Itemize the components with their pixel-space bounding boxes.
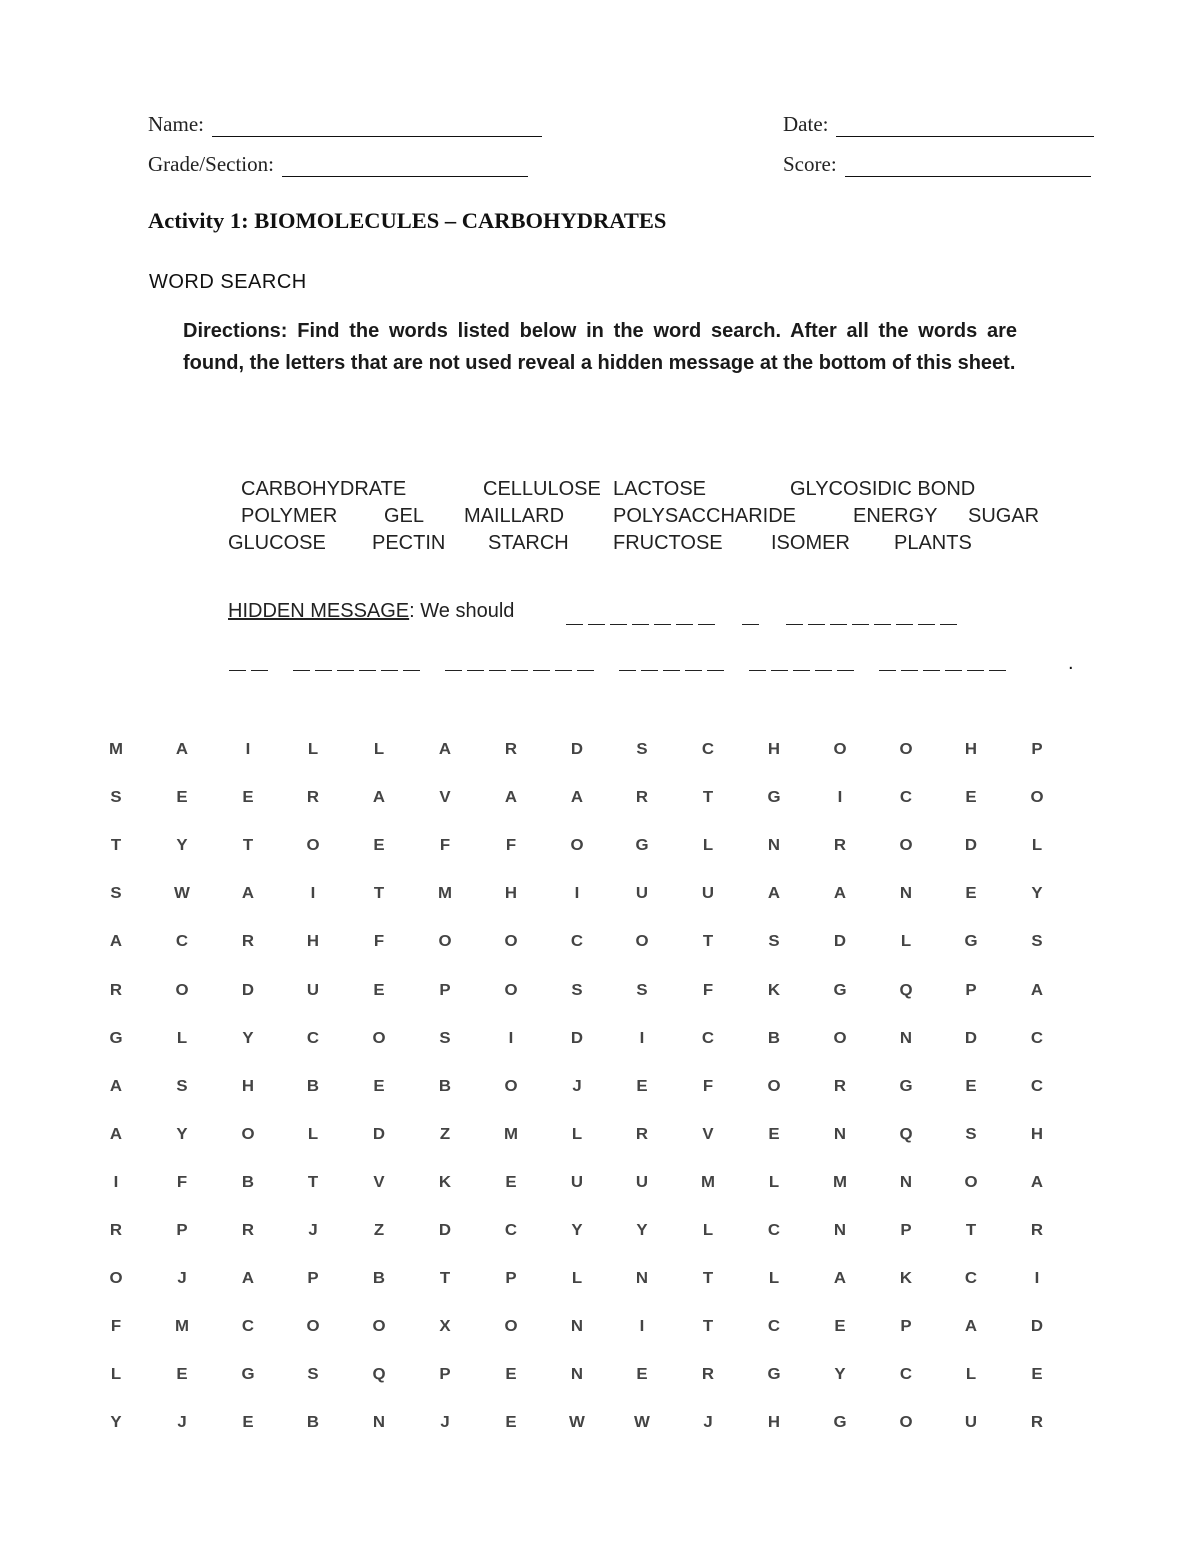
word-list-item: PLANTS <box>894 532 972 554</box>
grid-letter[interactable]: P <box>1031 741 1043 758</box>
grid-letter[interactable]: R <box>307 789 320 807</box>
grid-letter[interactable]: T <box>308 1173 319 1191</box>
grid-letter[interactable]: C <box>175 933 188 951</box>
grid-letter[interactable]: B <box>307 1414 320 1432</box>
grid-letter[interactable]: A <box>1031 1173 1044 1191</box>
word-list-item: CARBOHYDRATE <box>241 478 407 500</box>
word-list-item: POLYMER <box>241 505 338 527</box>
grid-letter[interactable]: J <box>571 1077 582 1095</box>
grid-letter[interactable]: E <box>505 1173 517 1191</box>
grid-letter[interactable]: Y <box>176 1125 188 1143</box>
grid-letter[interactable]: A <box>504 789 517 807</box>
grid-letter[interactable]: T <box>439 1270 451 1288</box>
grid-letter[interactable]: H <box>241 1077 254 1095</box>
grid-letter[interactable]: Z <box>374 1222 385 1239</box>
grid-letter[interactable]: O <box>899 1414 913 1432</box>
grid-letter[interactable]: G <box>964 933 978 951</box>
grid-letter[interactable]: A <box>175 741 188 758</box>
grid-letter[interactable]: W <box>173 885 190 903</box>
word-list-item: POLYSACCHARIDE <box>613 505 797 527</box>
grid-letter[interactable]: O <box>504 981 518 999</box>
grid-letter[interactable]: S <box>307 1366 319 1384</box>
grid-letter[interactable]: E <box>965 885 977 903</box>
grid-letter[interactable]: M <box>503 1125 518 1143</box>
grid-letter[interactable]: F <box>703 981 714 999</box>
grid-letter[interactable]: U <box>702 885 715 903</box>
grid-letter[interactable]: P <box>965 981 977 999</box>
grid-letter[interactable]: S <box>636 741 648 758</box>
grid-letter[interactable]: I <box>574 885 579 903</box>
hidden-message-label: HIDDEN MESSAGE <box>228 600 410 622</box>
grid-letter[interactable]: W <box>634 1414 651 1432</box>
word-list-item: SUGAR <box>968 505 1040 527</box>
grid-letter[interactable]: R <box>702 1366 715 1384</box>
grid-letter[interactable]: R <box>833 837 846 855</box>
grid-letter[interactable]: L <box>966 1366 977 1384</box>
date-label: Date: <box>783 112 829 136</box>
grid-letter[interactable]: L <box>176 1029 187 1047</box>
grid-letter[interactable]: G <box>899 1077 913 1095</box>
grid-letter[interactable]: S <box>110 789 122 807</box>
grid-letter[interactable]: C <box>570 933 583 951</box>
grid-letter[interactable]: R <box>1031 1222 1044 1239</box>
grid-letter[interactable]: O <box>504 1318 518 1336</box>
grid-letter[interactable]: O <box>767 1077 781 1095</box>
grid-letter[interactable]: D <box>373 1125 386 1143</box>
grid-letter[interactable]: S <box>176 1077 188 1095</box>
grid-letter[interactable]: N <box>373 1414 386 1432</box>
grid-letter[interactable]: O <box>899 837 913 855</box>
grid-letter[interactable]: S <box>1031 933 1043 951</box>
grid-letter[interactable]: U <box>965 1414 978 1432</box>
grid-letter[interactable]: J <box>177 1414 187 1432</box>
grid-letter[interactable]: A <box>833 885 846 903</box>
grid-letter[interactable]: Y <box>176 837 188 855</box>
grid-letter[interactable]: O <box>372 1029 386 1047</box>
grid-letter[interactable]: A <box>241 885 254 903</box>
grid-letter[interactable]: N <box>899 1173 912 1191</box>
grid-letter[interactable]: O <box>1030 789 1044 807</box>
grid-letter[interactable]: T <box>966 1222 977 1239</box>
grade-section-label: Grade/Section: <box>148 152 274 176</box>
grid-letter[interactable]: L <box>110 1366 122 1384</box>
grid-letter[interactable]: O <box>504 933 518 951</box>
grid-letter[interactable]: E <box>636 1077 648 1095</box>
grid-letter[interactable]: O <box>899 741 913 758</box>
grid-letter[interactable]: L <box>1032 837 1043 855</box>
grid-letter[interactable]: S <box>110 885 122 903</box>
grid-letter[interactable]: F <box>176 1173 187 1191</box>
grid-letter[interactable]: N <box>833 1222 846 1239</box>
grid-letter[interactable]: N <box>767 837 781 855</box>
grid-letter[interactable]: Y <box>834 1366 846 1384</box>
grid-letter[interactable]: C <box>504 1222 517 1239</box>
grid-letter[interactable]: E <box>241 789 254 807</box>
grid-letter[interactable]: R <box>241 1222 254 1239</box>
grid-letter[interactable]: I <box>311 885 316 903</box>
grid-letter[interactable]: F <box>505 837 516 855</box>
grid-letter[interactable]: I <box>640 1029 645 1047</box>
grid-letter[interactable]: D <box>438 1222 452 1239</box>
grid-letter[interactable]: N <box>636 1270 649 1288</box>
grid-letter[interactable]: L <box>768 1270 780 1288</box>
word-list-item: GLYCOSIDIC BOND <box>790 478 976 500</box>
word-list-item: FRUCTOSE <box>613 532 723 554</box>
grid-letter[interactable]: D <box>833 933 846 951</box>
grid-letter[interactable]: P <box>439 1366 451 1384</box>
directions-text: Directions: Find the words listed below in the word search. After all the words are found, the letters that are not used reveal a hidden message at the bottom of this sheet. <box>183 320 1017 374</box>
grid-letter[interactable]: C <box>767 1318 781 1336</box>
grid-letter[interactable]: B <box>373 1270 386 1288</box>
grid-letter[interactable]: L <box>900 933 911 951</box>
grid-letter[interactable]: C <box>241 1318 254 1336</box>
grid-letter[interactable]: T <box>703 789 714 807</box>
grid-letter[interactable]: S <box>439 1029 451 1047</box>
grid-letter[interactable]: W <box>568 1414 585 1432</box>
grid-letter[interactable]: A <box>438 741 452 758</box>
grid-letter[interactable]: E <box>505 1414 517 1432</box>
grid-letter[interactable]: N <box>899 1029 912 1047</box>
grid-letter[interactable]: A <box>109 1077 123 1095</box>
grid-letter[interactable]: C <box>1031 1077 1044 1095</box>
grid-letter[interactable]: H <box>767 741 781 758</box>
grid-letter[interactable]: R <box>833 1077 846 1095</box>
word-list-item: ISOMER <box>771 532 850 554</box>
grid-letter[interactable]: T <box>110 837 122 855</box>
grid-letter[interactable]: L <box>703 1222 714 1239</box>
grid-letter[interactable]: L <box>571 1125 582 1143</box>
grid-letter[interactable]: E <box>636 1366 648 1384</box>
grid-letter[interactable]: R <box>504 741 517 758</box>
grid-letter[interactable]: O <box>175 981 189 999</box>
grid-letter[interactable]: H <box>307 933 320 951</box>
grid-letter[interactable]: R <box>241 933 254 951</box>
grid-letter[interactable]: T <box>703 933 714 951</box>
word-list-item: PECTIN <box>372 532 446 554</box>
grid-letter[interactable]: C <box>1031 1029 1044 1047</box>
grid-letter[interactable]: O <box>306 837 320 855</box>
grid-letter[interactable]: M <box>832 1173 847 1191</box>
grid-letter[interactable]: Y <box>241 1029 254 1047</box>
grid-letter[interactable]: A <box>373 789 386 807</box>
grid-letter[interactable]: A <box>109 933 123 951</box>
grid-letter[interactable]: U <box>570 1173 583 1191</box>
grid-letter[interactable]: C <box>965 1270 978 1288</box>
grid-letter[interactable]: O <box>241 1125 255 1143</box>
grid-letter[interactable]: R <box>1031 1414 1044 1432</box>
grid-letter[interactable]: E <box>1031 1366 1043 1384</box>
grid-letter[interactable]: G <box>833 1414 847 1432</box>
grid-letter[interactable]: C <box>702 741 715 758</box>
grid-letter[interactable]: V <box>702 1125 714 1143</box>
grid-letter[interactable]: D <box>965 837 978 855</box>
grid-letter[interactable]: E <box>505 1366 517 1384</box>
grid-letter[interactable]: P <box>307 1270 319 1288</box>
grid-letter[interactable]: A <box>570 789 583 807</box>
grid-letter[interactable]: Z <box>439 1125 451 1143</box>
grid-letter[interactable]: J <box>308 1222 319 1239</box>
grid-letter[interactable]: O <box>833 1029 847 1047</box>
name-label: Name: <box>148 112 204 136</box>
grid-letter[interactable]: U <box>636 885 649 903</box>
grid-letter[interactable]: R <box>109 981 123 999</box>
grid-letter[interactable]: N <box>899 885 912 903</box>
grid-letter[interactable]: Q <box>899 1125 913 1143</box>
grid-letter[interactable]: A <box>833 1270 846 1288</box>
grid-letter[interactable]: M <box>174 1318 189 1336</box>
grid-letter[interactable]: M <box>108 741 123 758</box>
grid-letter[interactable]: L <box>374 741 385 758</box>
grid-letter[interactable]: I <box>1034 1270 1040 1288</box>
grid-letter[interactable]: K <box>767 981 781 999</box>
grid-letter[interactable]: E <box>176 1366 188 1384</box>
grid-letter[interactable]: S <box>570 981 583 999</box>
grid-letter[interactable]: E <box>834 1318 846 1336</box>
grid-letter[interactable]: O <box>504 1077 518 1095</box>
word-list-item: LACTOSE <box>613 478 706 500</box>
grid-letter[interactable]: V <box>373 1173 385 1191</box>
grid-letter[interactable]: E <box>241 1414 254 1432</box>
grid-letter[interactable]: O <box>306 1318 320 1336</box>
word-list-item: STARCH <box>488 532 569 554</box>
grid-letter[interactable]: A <box>241 1270 254 1288</box>
grid-letter[interactable]: G <box>109 1029 123 1047</box>
grid-letter[interactable]: C <box>899 789 912 807</box>
grid-letter[interactable]: I <box>640 1318 645 1336</box>
grid-letter[interactable]: U <box>636 1173 649 1191</box>
grid-letter[interactable]: G <box>767 789 781 807</box>
grid-letter[interactable]: P <box>505 1270 517 1288</box>
grid-letter[interactable]: A <box>1031 981 1044 999</box>
grid-letter[interactable]: K <box>438 1173 452 1191</box>
score-label: Score: <box>783 152 837 176</box>
grid-letter[interactable]: N <box>570 1318 583 1336</box>
grid-letter[interactable]: Y <box>1031 885 1043 903</box>
grid-letter[interactable]: N <box>833 1125 846 1143</box>
grid-letter[interactable]: N <box>570 1366 583 1384</box>
grid-letter[interactable]: E <box>768 1125 780 1143</box>
section-heading: WORD SEARCH <box>149 271 307 293</box>
grid-letter[interactable]: E <box>373 1077 385 1095</box>
grid-letter[interactable]: T <box>703 1270 714 1288</box>
grid-letter[interactable]: Y <box>110 1414 122 1432</box>
grid-letter[interactable]: B <box>438 1077 452 1095</box>
grid-letter[interactable]: L <box>703 837 714 855</box>
grid-letter[interactable]: O <box>635 933 649 951</box>
grid-letter[interactable]: C <box>767 1222 781 1239</box>
grid-letter[interactable]: A <box>109 1125 123 1143</box>
grid-letter[interactable]: O <box>438 933 452 951</box>
grid-letter[interactable]: I <box>113 1173 119 1191</box>
grid-letter[interactable]: F <box>703 1077 714 1095</box>
activity-title: Activity 1: BIOMOLECULES – CARBOHYDRATES <box>148 208 667 233</box>
grid-letter[interactable]: P <box>899 1318 912 1336</box>
grid-letter[interactable]: D <box>1031 1318 1044 1336</box>
grid-letter[interactable]: J <box>440 1414 450 1432</box>
grid-letter[interactable]: Y <box>570 1222 583 1239</box>
grid-letter[interactable]: A <box>965 1318 978 1336</box>
grid-letter[interactable]: K <box>899 1270 912 1288</box>
grid-letter[interactable]: I <box>245 741 250 758</box>
grid-letter[interactable]: G <box>241 1366 255 1384</box>
grid-letter[interactable]: T <box>703 1318 714 1336</box>
grid-letter[interactable]: H <box>767 1414 781 1432</box>
grid-letter[interactable]: P <box>176 1222 188 1239</box>
grid-letter[interactable]: S <box>965 1125 977 1143</box>
grid-letter[interactable]: C <box>702 1029 715 1047</box>
grid-letter[interactable]: H <box>1031 1125 1044 1143</box>
grid-letter[interactable]: L <box>768 1173 780 1191</box>
grid-letter[interactable]: E <box>176 789 188 807</box>
grid-letter[interactable]: R <box>636 1125 649 1143</box>
grid-letter[interactable]: G <box>833 981 847 999</box>
grid-letter[interactable]: M <box>437 885 452 903</box>
grid-letter[interactable]: B <box>767 1029 781 1047</box>
grid-letter[interactable]: V <box>439 789 451 807</box>
grid-letter[interactable]: F <box>110 1318 122 1336</box>
grid-letter[interactable]: L <box>308 1125 319 1143</box>
grid-letter[interactable]: O <box>109 1270 123 1288</box>
grid-letter[interactable]: G <box>635 837 649 855</box>
hidden-message-period: . <box>1068 652 1074 674</box>
grid-letter[interactable]: D <box>570 1029 583 1047</box>
grid-letter[interactable]: Y <box>636 1222 648 1239</box>
grid-letter[interactable]: T <box>374 885 385 903</box>
grid-letter[interactable]: R <box>109 1222 123 1239</box>
grid-letter[interactable]: S <box>768 933 780 951</box>
grid-letter[interactable]: I <box>508 1029 514 1047</box>
grid-letter[interactable]: A <box>767 885 781 903</box>
grid-letter[interactable]: I <box>837 789 843 807</box>
grid-letter[interactable]: Q <box>372 1366 386 1384</box>
grid-letter[interactable]: G <box>767 1366 781 1384</box>
grid-letter[interactable]: B <box>241 1173 254 1191</box>
word-list-item: MAILLARD <box>464 505 565 527</box>
grid-letter[interactable]: O <box>833 741 847 758</box>
grid-letter[interactable]: O <box>372 1318 386 1336</box>
grid-letter[interactable]: Q <box>899 981 913 999</box>
grid-letter[interactable]: B <box>307 1077 320 1095</box>
grid-letter[interactable]: O <box>570 837 584 855</box>
word-list-item: ENERGY <box>853 505 938 527</box>
grid-letter[interactable]: O <box>964 1173 978 1191</box>
grid-letter[interactable]: F <box>439 837 451 855</box>
grid-letter[interactable]: M <box>701 1173 716 1191</box>
grid-letter[interactable]: E <box>373 837 385 855</box>
grid-letter[interactable]: L <box>571 1270 582 1288</box>
hidden-message-prompt: : We should <box>409 600 515 622</box>
grid-letter[interactable]: X <box>439 1318 451 1336</box>
grid-letter[interactable]: E <box>965 789 977 807</box>
grid-letter[interactable]: E <box>373 981 385 999</box>
grid-letter[interactable]: T <box>242 837 253 855</box>
grid-letter[interactable]: D <box>965 1029 978 1047</box>
grid-letter[interactable]: P <box>439 981 451 999</box>
grid-letter[interactable]: L <box>308 741 319 758</box>
grid-letter[interactable]: H <box>965 741 978 758</box>
grid-letter[interactable]: D <box>570 741 583 758</box>
grid-letter[interactable]: H <box>504 885 517 903</box>
grid-letter[interactable]: U <box>307 981 320 999</box>
grid-letter[interactable]: F <box>374 933 385 951</box>
word-list-item: GEL <box>384 505 425 527</box>
grid-letter[interactable]: C <box>899 1366 912 1384</box>
word-list-item: CELLULOSE <box>483 478 601 500</box>
grid-letter[interactable]: S <box>636 981 648 999</box>
grid-letter[interactable]: R <box>636 789 649 807</box>
word-list-item: GLUCOSE <box>228 532 326 554</box>
grid-letter[interactable]: P <box>899 1222 912 1239</box>
grid-letter[interactable]: E <box>965 1077 977 1095</box>
grid-letter[interactable]: J <box>703 1414 713 1432</box>
grid-letter[interactable]: C <box>307 1029 320 1047</box>
grid-letter[interactable]: J <box>177 1270 187 1288</box>
grid-letter[interactable]: D <box>241 981 254 999</box>
